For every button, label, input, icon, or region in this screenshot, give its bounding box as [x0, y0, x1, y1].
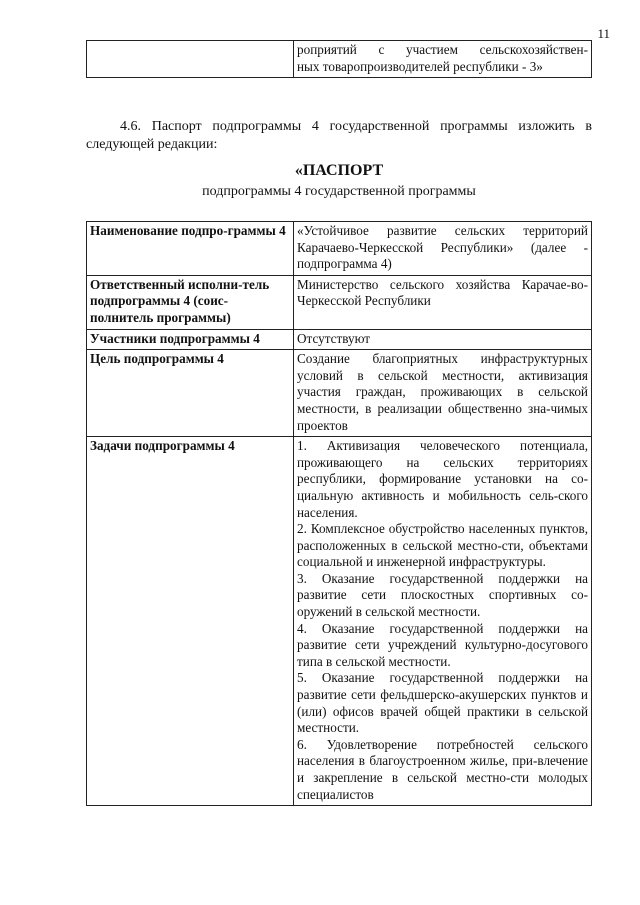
passport-table — [86, 221, 592, 806]
intro-paragraph — [86, 118, 592, 154]
table-row — [87, 437, 592, 806]
passport-subtitle: подпрограммы 4 государственной программы — [202, 184, 476, 199]
table-row — [87, 222, 592, 276]
continued-table-fragment — [86, 40, 592, 78]
fragment-cell — [294, 41, 592, 78]
task-item-3: 3. Оказание государственной поддержки на развитие сети плоскостных спортивных со-оружений в сельской местности. — [297, 570, 588, 620]
row-value-participants: Отсутствуют — [294, 329, 592, 350]
fragment-line-2: ных товаропроизводителей республики - 3» — [297, 58, 543, 74]
row-value-name: «Устойчивое развитие сельских территорий Карачаево-Черкесской Республики» (далее - подпрограмма 4) — [294, 222, 592, 276]
table-row — [87, 329, 592, 350]
task-item-5: 5. Оказание государственной поддержки на развитие сети фельдшерско-акушерских пунктов и (или) офисов врачей общей практики в сельской местности. — [297, 670, 588, 736]
task-item-4: 4. Оказание государственной поддержки на развитие сети учреждений культурно-досугового типа в сельской местности. — [297, 620, 588, 669]
row-label-goal: Цель подпрограммы 4 — [87, 350, 294, 437]
row-value-tasks — [294, 437, 592, 806]
fragment-line-1: роприятий с участием сельскохозяйствен- — [297, 42, 588, 57]
passport-title: «ПАСПОРТ — [294, 162, 384, 179]
empty-cell — [87, 41, 294, 78]
row-label-name: Наименование подпро-граммы 4 — [87, 222, 294, 276]
row-label-tasks: Задачи подпрограммы 4 — [87, 437, 294, 806]
row-value-goal: Создание благоприятных инфраструктурных условий в сельской местности, активизация участия граждан, проживающих в сельской местности, в реализации общественно зна-чимых проектов — [294, 350, 592, 437]
task-item-1: 1. Активизация человеческого потенциала, проживающего на сельских территориях республики, формирование установки на со-циальную активность и мобильность сель-ского населения. — [297, 438, 588, 520]
table-row — [87, 275, 592, 329]
row-label-participants: Участники подпрограммы 4 — [87, 329, 294, 350]
row-label-executor: Ответственный исполни-тель подпрограммы 4 (соис-полнитель программы) — [87, 275, 294, 329]
task-item-2: 2. Комплексное обустройство населенных пунктов, расположенных в сельской местно-сти, объектами социальной и инженерной инфраструктуры. — [297, 521, 588, 570]
task-item-6: 6. Удовлетворение потребностей сельского населения в благоустроенном жилье, при-влечение и закрепление в сельской местно-сти молодых специалистов — [297, 736, 588, 802]
table-row — [87, 350, 592, 437]
table-row — [87, 41, 592, 78]
intro-text: 4.6. Паспорт подпрограммы 4 государственной программы изложить в следующей редакции: — [86, 119, 592, 152]
page-number: 11 — [597, 26, 610, 41]
row-value-executor: Министерство сельского хозяйства Карачае-во-Черкесской Республики — [294, 275, 592, 329]
